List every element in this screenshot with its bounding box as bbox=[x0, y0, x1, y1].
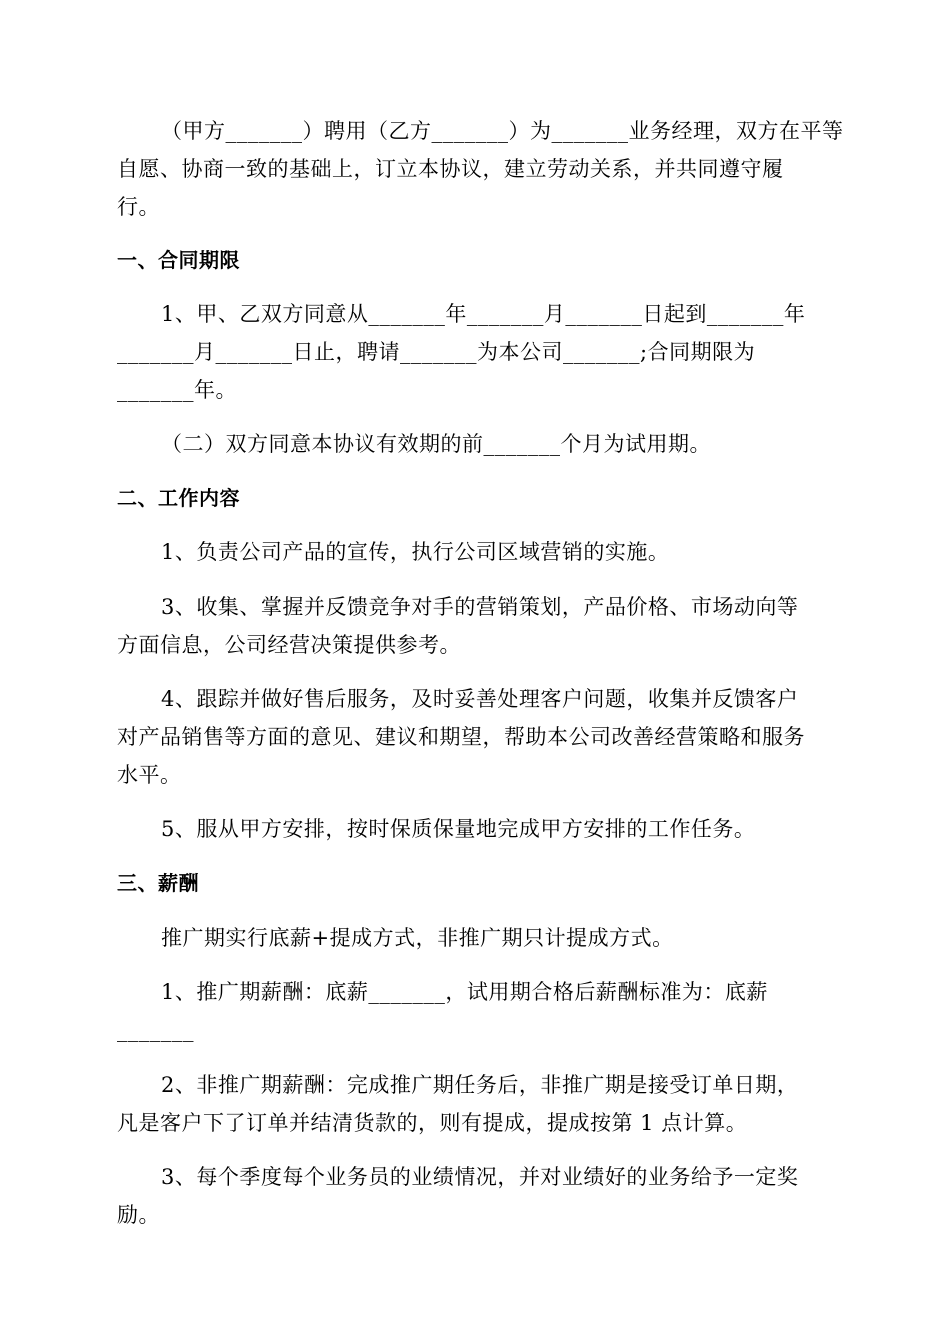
term-paragraph-2 bbox=[117, 425, 837, 463]
text-line: （二）双方同意本协议有效期的前_______个月为试用期。 bbox=[161, 432, 711, 456]
work-item-5 bbox=[117, 810, 837, 848]
salary-item-2 bbox=[117, 1066, 837, 1142]
text-line: _______年。 bbox=[117, 378, 237, 402]
intro-paragraph bbox=[117, 112, 844, 226]
text-line: 方面信息，公司经营决策提供参考。 bbox=[117, 633, 461, 657]
section-heading-term: 一、合同期限 bbox=[117, 248, 240, 272]
section-heading-work: 二、工作内容 bbox=[117, 486, 240, 510]
salary-item-1 bbox=[117, 973, 837, 1049]
text-line: 4、跟踪并做好售后服务，及时妥善处理客户问题，收集并反馈客户 bbox=[161, 687, 799, 711]
work-item-3 bbox=[117, 588, 837, 664]
text-line: 行。 bbox=[117, 195, 160, 219]
text-line: _______月_______日止，聘请_______为本公司_______;合同期限为 bbox=[117, 340, 756, 364]
text-line: 3、每个季度每个业务员的业绩情况，并对业绩好的业务给予一定奖 bbox=[161, 1165, 799, 1189]
text-line: 5、服从甲方安排，按时保质保量地完成甲方安排的工作任务。 bbox=[161, 817, 756, 841]
salary-intro bbox=[117, 919, 837, 957]
text-line: （甲方_______）聘用（乙方_______）为_______业务经理，双方在平等 bbox=[161, 119, 844, 143]
section-heading-salary: 三、薪酬 bbox=[117, 871, 199, 895]
text-line: 凡是客户下了订单并结清货款的，则有提成，提成按第 1 点计算。 bbox=[117, 1111, 748, 1135]
work-item-1 bbox=[117, 533, 837, 571]
text-line: 水平。 bbox=[117, 763, 182, 787]
text-line: 1、推广期薪酬：底薪_______，试用期合格后薪酬标准为：底薪 bbox=[161, 980, 768, 1004]
text-line: 1、甲、乙双方同意从_______年_______月_______日起到_______年 bbox=[161, 302, 806, 326]
text-line: 对产品销售等方面的意见、建议和期望，帮助本公司改善经营策略和服务 bbox=[117, 725, 805, 749]
term-paragraph-1 bbox=[117, 295, 837, 409]
text-line: 励。 bbox=[117, 1203, 160, 1227]
salary-item-3 bbox=[117, 1158, 837, 1234]
text-line: 推广期实行底薪+提成方式，非推广期只计提成方式。 bbox=[161, 926, 674, 950]
text-line: 1、负责公司产品的宣传，执行公司区域营销的实施。 bbox=[161, 540, 670, 564]
text-line: _______ bbox=[117, 1018, 194, 1042]
text-line: 自愿、协商一致的基础上，订立本协议，建立劳动关系，并共同遵守履 bbox=[117, 157, 784, 181]
text-line: 2、非推广期薪酬：完成推广期任务后，非推广期是接受订单日期， bbox=[161, 1073, 799, 1097]
text-line: 3、收集、掌握并反馈竞争对手的营销策划，产品价格、市场动向等 bbox=[161, 595, 799, 619]
work-item-4 bbox=[117, 680, 837, 794]
